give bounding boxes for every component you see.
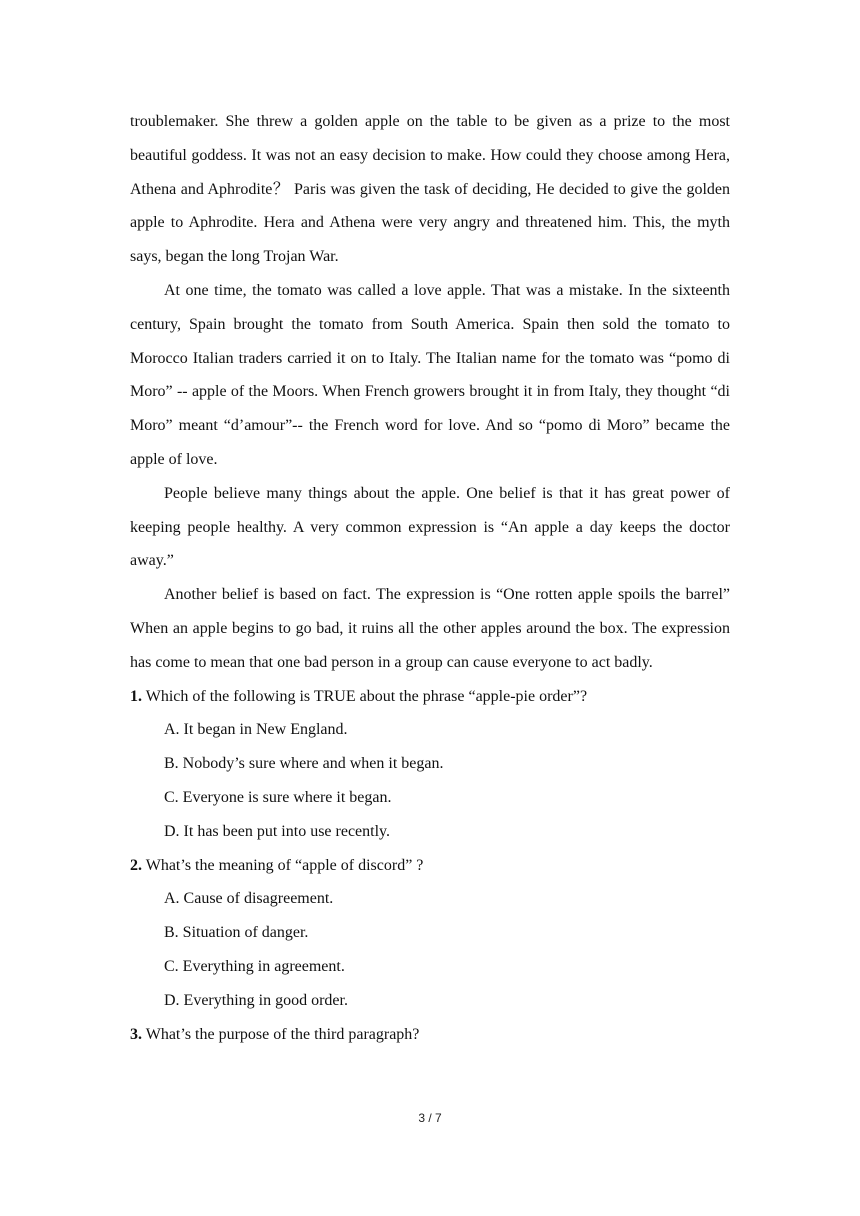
question-3 (130, 1018, 730, 1052)
paragraph-health-belief: People believe many things about the apple. One belief is that it has great power of keeping people healthy. A very common expression is “An apple a day keeps the doctor away.” (130, 484, 730, 570)
option-d: D. Everything in good order. (164, 991, 348, 1009)
option-d: D. It has been put into use recently. (164, 822, 391, 840)
page-content (130, 105, 730, 1051)
question-text: What’s the meaning of “apple of discord” ? (145, 856, 424, 874)
option-a: A. It began in New England. (164, 721, 348, 739)
page-number: 3 / 7 (418, 1111, 442, 1125)
option-c: C. Everyone is sure where it began. (164, 788, 392, 806)
question-number: 3. (130, 1025, 142, 1043)
question-number: 2. (130, 856, 142, 874)
paragraph-continued: troublemaker. She threw a golden apple on the table to be given as a prize to the most beautiful goddess. It was not an easy decision to make. How could they choose among Hera, Athena and Aphrodite？ Paris was given the task of deciding, He decided to give the golden apple to Aphrodite. Hera and Athena were very angry and threatened him. This, the myth says, began the long Trojan War. (130, 113, 730, 266)
paragraph-rotten-apple: Another belief is based on fact. The expression is “One rotten apple spoils the barrel” When an apple begins to go bad, it ruins all the other apples around the box. The expression has come to mean that one bad person in a group can cause everyone to act badly. (130, 586, 730, 671)
paragraph-tomato: At one time, the tomato was called a love apple. That was a mistake. In the sixteenth century, Spain brought the tomato from South America. Spain then sold the tomato to Morocco Italian traders carried it on to Italy. The Italian name for the tomato was “pomo di Moro” -- apple of the Moors. When French growers brought it in from Italy, they thought “di Moro” meant “d’amour”-- the French word for love. And so “pomo di Moro” became the apple of love. (130, 281, 730, 468)
question-2 (130, 849, 730, 1018)
option-c: C. Everything in agreement. (164, 957, 345, 975)
question-number: 1. (130, 687, 142, 705)
question-1 (130, 680, 730, 849)
question-text: Which of the following is TRUE about the phrase “apple-pie order”? (145, 687, 588, 705)
option-b: B. Nobody’s sure where and when it began. (164, 755, 444, 773)
question-text: What’s the purpose of the third paragraph? (145, 1025, 420, 1043)
option-a: A. Cause of disagreement. (164, 890, 334, 908)
option-b: B. Situation of danger. (164, 924, 309, 942)
